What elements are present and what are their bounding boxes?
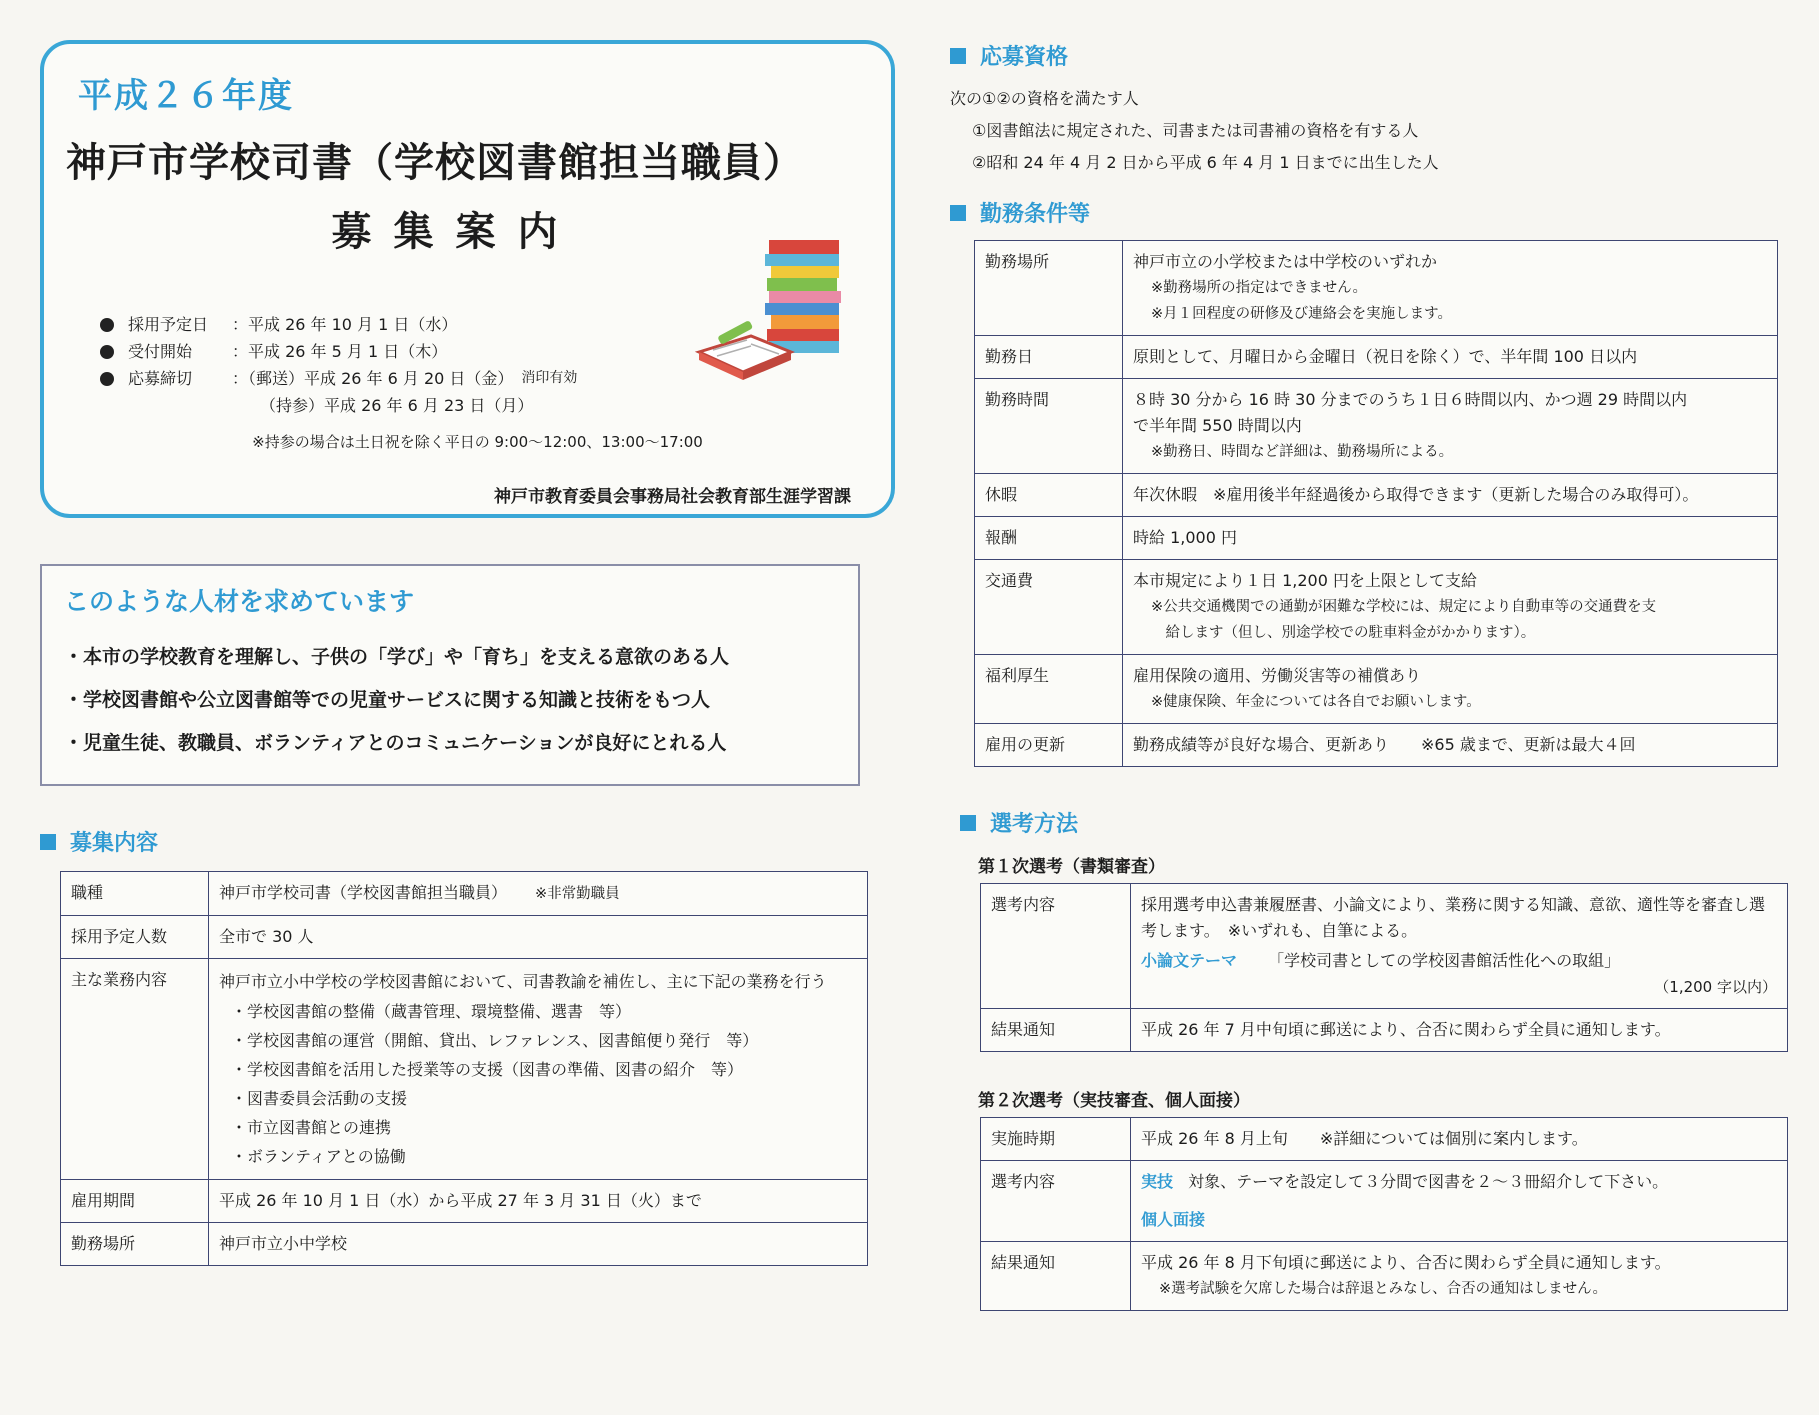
books-illustration: [691, 240, 861, 390]
table-value: [1131, 1242, 1788, 1311]
list-item: ・市立図書館との連携: [231, 1118, 392, 1137]
table-row: [981, 884, 1788, 1009]
practical-text: 対象、テーマを設定して３分間で図書を２～３冊紹介して下さい。: [1188, 1172, 1669, 1191]
selection-heading-label: 選考方法: [990, 812, 1079, 837]
key-date-value: ：平成 26 年 5 月 1 日（木）: [232, 342, 448, 361]
job-value: 神戸市学校司書（学校図書館担当職員）: [219, 883, 508, 902]
selection-heading: [960, 807, 1790, 838]
table-row: [975, 336, 1778, 379]
table-key: 勤務日: [975, 336, 1123, 379]
bullet-icon: [100, 372, 114, 386]
cell-line: 原則として、月曜日から金曜日（祝日を除く）で、半年間 100 日以内: [1133, 347, 1638, 366]
conditions-table: [974, 240, 1778, 767]
table-key: 選考内容: [981, 1161, 1131, 1242]
table-row: [975, 474, 1778, 517]
fiscal-year: 平成２６年度: [78, 76, 294, 116]
table-value: [1131, 884, 1788, 1009]
table-value: [1123, 474, 1778, 517]
cell-line: 雇用保険の適用、労働災害等の補償あり: [1133, 666, 1422, 685]
list-item: ・児童生徒、教職員、ボランティアとのコミュニケーションが良好にとれる人: [64, 732, 727, 754]
conditions-heading: [950, 197, 1790, 228]
table-value: [1123, 560, 1778, 655]
duties-intro: 神戸市立小中学校の学校図書館において、司書教諭を補佐し、主に下記の業務を行う: [219, 972, 827, 991]
table-value: 全市で 30 人: [209, 916, 868, 959]
recruit-heading-label: 募集内容: [70, 831, 159, 856]
table-value: [209, 872, 868, 916]
cell-line: で半年間 550 時間以内: [1133, 416, 1302, 435]
practical-row: [1141, 1169, 1777, 1195]
table-row: [61, 959, 868, 1180]
postmark-note: 消印有効: [521, 370, 578, 386]
table-key: 勤務場所: [61, 1223, 209, 1266]
cell-note: ※公共交通機関での通勤が困難な学校には、規定により自動車等の交通費を支: [1151, 599, 1657, 615]
table-row: [975, 379, 1778, 474]
left-column: [40, 40, 880, 1266]
square-bullet-icon: [40, 834, 56, 850]
key-date-value: ：平成 26 年 10 月 1 日（水）: [232, 315, 458, 334]
table-row: [61, 916, 868, 959]
table-key: 福利厚生: [975, 655, 1123, 724]
table-key: 結果通知: [981, 1242, 1131, 1311]
table-row: [61, 1180, 868, 1223]
table-row: [975, 724, 1778, 767]
table-key: 職種: [61, 872, 209, 916]
table-row: [981, 1118, 1788, 1161]
cell-line: ８時 30 分から 16 時 30 分までのうち１日６時間以内、かつ週 29 時間以内: [1133, 390, 1688, 409]
essay-theme: 「学校司書としての学校図書館活性化への取組」: [1268, 951, 1621, 970]
stage2-table: [980, 1117, 1788, 1311]
talent-box: [40, 564, 860, 786]
table-value: [1123, 379, 1778, 474]
table-value: [1123, 724, 1778, 767]
essay-label: 小論文テーマ: [1141, 951, 1238, 970]
hand-delivery-note: ※持参の場合は土日祝を除く平日の 9:00～12:00、13:00～17:00: [252, 433, 703, 451]
list-item: ・ボランティアとの協働: [231, 1147, 406, 1166]
book-stack-icon: [765, 240, 841, 353]
table-key: 選考内容: [981, 884, 1131, 1009]
bullet-icon: [100, 345, 114, 359]
table-row: [61, 872, 868, 916]
list-item: ・学校図書館や公立図書館等での児童サービスに関する知識と技術をもつ人: [64, 689, 711, 711]
talent-list: [64, 636, 836, 765]
header-box: [40, 40, 895, 518]
key-date-label: 採用予定日: [128, 315, 209, 334]
list-item: ・学校図書館の運営（開館、貸出、レファレンス、図書館便り発行 等）: [231, 1031, 759, 1050]
stage2-note: ※選考試験を欠席した場合は辞退とみなし、合否の通知はしません。: [1159, 1281, 1608, 1297]
recruit-table: [60, 871, 868, 1266]
table-key: 休暇: [975, 474, 1123, 517]
table-row: [981, 1009, 1788, 1052]
qualification-block: [950, 83, 1790, 179]
table-value: [209, 959, 868, 1180]
table-row: [975, 560, 1778, 655]
table-value: [1131, 1161, 1788, 1242]
cell-line: 年次休暇 ※雇用後半年経過後から取得できます（更新した場合のみ取得可）。: [1133, 485, 1699, 504]
cell-line: 神戸市立の小学校または中学校のいずれか: [1133, 252, 1438, 271]
cell-note: ※勤務場所の指定はできません。: [1151, 280, 1368, 296]
table-value: 平成 26 年 8 月上旬 ※詳細については個別に案内します。: [1131, 1118, 1788, 1161]
stage1-table: [980, 883, 1788, 1052]
table-key: 勤務場所: [975, 241, 1123, 336]
essay-limit: （1,200 字以内）: [1654, 978, 1777, 996]
table-value: [1123, 517, 1778, 560]
table-key: 勤務時間: [975, 379, 1123, 474]
table-key: 報酬: [975, 517, 1123, 560]
bullet-icon: [100, 318, 114, 332]
table-row: [981, 1242, 1788, 1311]
table-value: [1123, 241, 1778, 336]
key-date-label: 応募締切: [128, 369, 193, 388]
job-note: ※非常勤職員: [535, 886, 620, 902]
list-item: ・学校図書館の整備（蔵書管理、環境整備、選書 等）: [231, 1002, 632, 1021]
table-row: [975, 517, 1778, 560]
interview-label: 個人面接: [1141, 1210, 1206, 1229]
table-key: 実施時期: [981, 1118, 1131, 1161]
practical-label: 実技: [1141, 1172, 1174, 1191]
recruit-heading: [40, 826, 880, 857]
cell-line: 勤務成績等が良好な場合、更新あり ※65 歳まで、更新は最大４回: [1133, 735, 1636, 754]
cell-line: 時給 1,000 円: [1133, 528, 1237, 547]
qualification-heading: [950, 40, 1790, 71]
list-item: ・本市の学校教育を理解し、子供の「学び」や「育ち」を支える意欲のある人: [64, 646, 730, 668]
table-row: [975, 655, 1778, 724]
table-row: [975, 241, 1778, 336]
table-key: 雇用の更新: [975, 724, 1123, 767]
table-value: 平成 26 年 10 月 1 日（水）から平成 27 年 3 月 31 日（火）まで: [209, 1180, 868, 1223]
table-key: 採用予定人数: [61, 916, 209, 959]
talent-title: このような人材を求めています: [64, 587, 415, 616]
table-key: 主な業務内容: [61, 959, 209, 1180]
stage2-result: 平成 26 年 8 月下旬頃に郵送により、合否に関わらず全員に通知します。: [1141, 1253, 1671, 1272]
stage1-title: 第１次選考（書類審査）: [978, 857, 1165, 877]
table-key: 結果通知: [981, 1009, 1131, 1052]
cell-note: ※健康保険、年金については各自でお願いします。: [1151, 694, 1481, 710]
table-value: 平成 26 年 7 月中旬頃に郵送により、合否に関わらず全員に通知します。: [1131, 1009, 1788, 1052]
department-name: 神戸市教育委員会事務局社会教育部生涯学習課: [494, 487, 851, 507]
table-row: [981, 1161, 1788, 1242]
page-title: 神戸市学校司書（学校図書館担当職員）: [66, 140, 804, 186]
list-item: ②昭和 24 年 4 月 2 日から平成 6 年 4 月 1 日までに出生した人: [972, 153, 1439, 172]
page-subtitle: 募集案内: [331, 209, 580, 255]
deadline-hand: （持参）平成 26 年 6 月 23 日（月）: [260, 396, 534, 415]
square-bullet-icon: [960, 815, 976, 831]
table-key: 交通費: [975, 560, 1123, 655]
qualification-heading-label: 応募資格: [980, 45, 1069, 70]
key-date-label: 受付開始: [128, 342, 193, 361]
table-row: [61, 1223, 868, 1266]
table-value: [1123, 336, 1778, 379]
table-value: 神戸市立小中学校: [209, 1223, 868, 1266]
stage2-title: 第２次選考（実技審査、個人面接）: [978, 1091, 1250, 1111]
key-date-value: ：（郵送）平成 26 年 6 月 20 日（金）: [232, 369, 514, 388]
cell-note: ※月１回程度の研修及び連絡会を実施します。: [1151, 306, 1452, 322]
square-bullet-icon: [950, 48, 966, 64]
cell-line: 本市規定により１日 1,200 円を上限として支給: [1133, 571, 1477, 590]
table-key: 雇用期間: [61, 1180, 209, 1223]
conditions-heading-label: 勤務条件等: [980, 202, 1091, 227]
list-item: ・学校図書館を活用した授業等の支援（図書の準備、図書の紹介 等）: [231, 1060, 744, 1079]
square-bullet-icon: [950, 205, 966, 221]
cell-note: 給します（但し、別途学校での駐車料金がかかります）。: [1151, 625, 1536, 641]
list-item: ①図書館法に規定された、司書または司書補の資格を有する人: [972, 121, 1419, 140]
essay-row: [1141, 948, 1777, 974]
list-item: ・図書委員会活動の支援: [231, 1089, 408, 1108]
cell-note: ※勤務日、時間など詳細は、勤務場所による。: [1151, 444, 1454, 460]
stage1-content: 採用選考申込書兼履歴書、小論文により、業務に関する知識、意欲、適性等を審査し選考します。 ※いずれも、自筆による。: [1141, 895, 1766, 940]
table-value: [1123, 655, 1778, 724]
qualification-intro: 次の①②の資格を満たす人: [950, 89, 1139, 108]
right-column: [950, 40, 1790, 1311]
